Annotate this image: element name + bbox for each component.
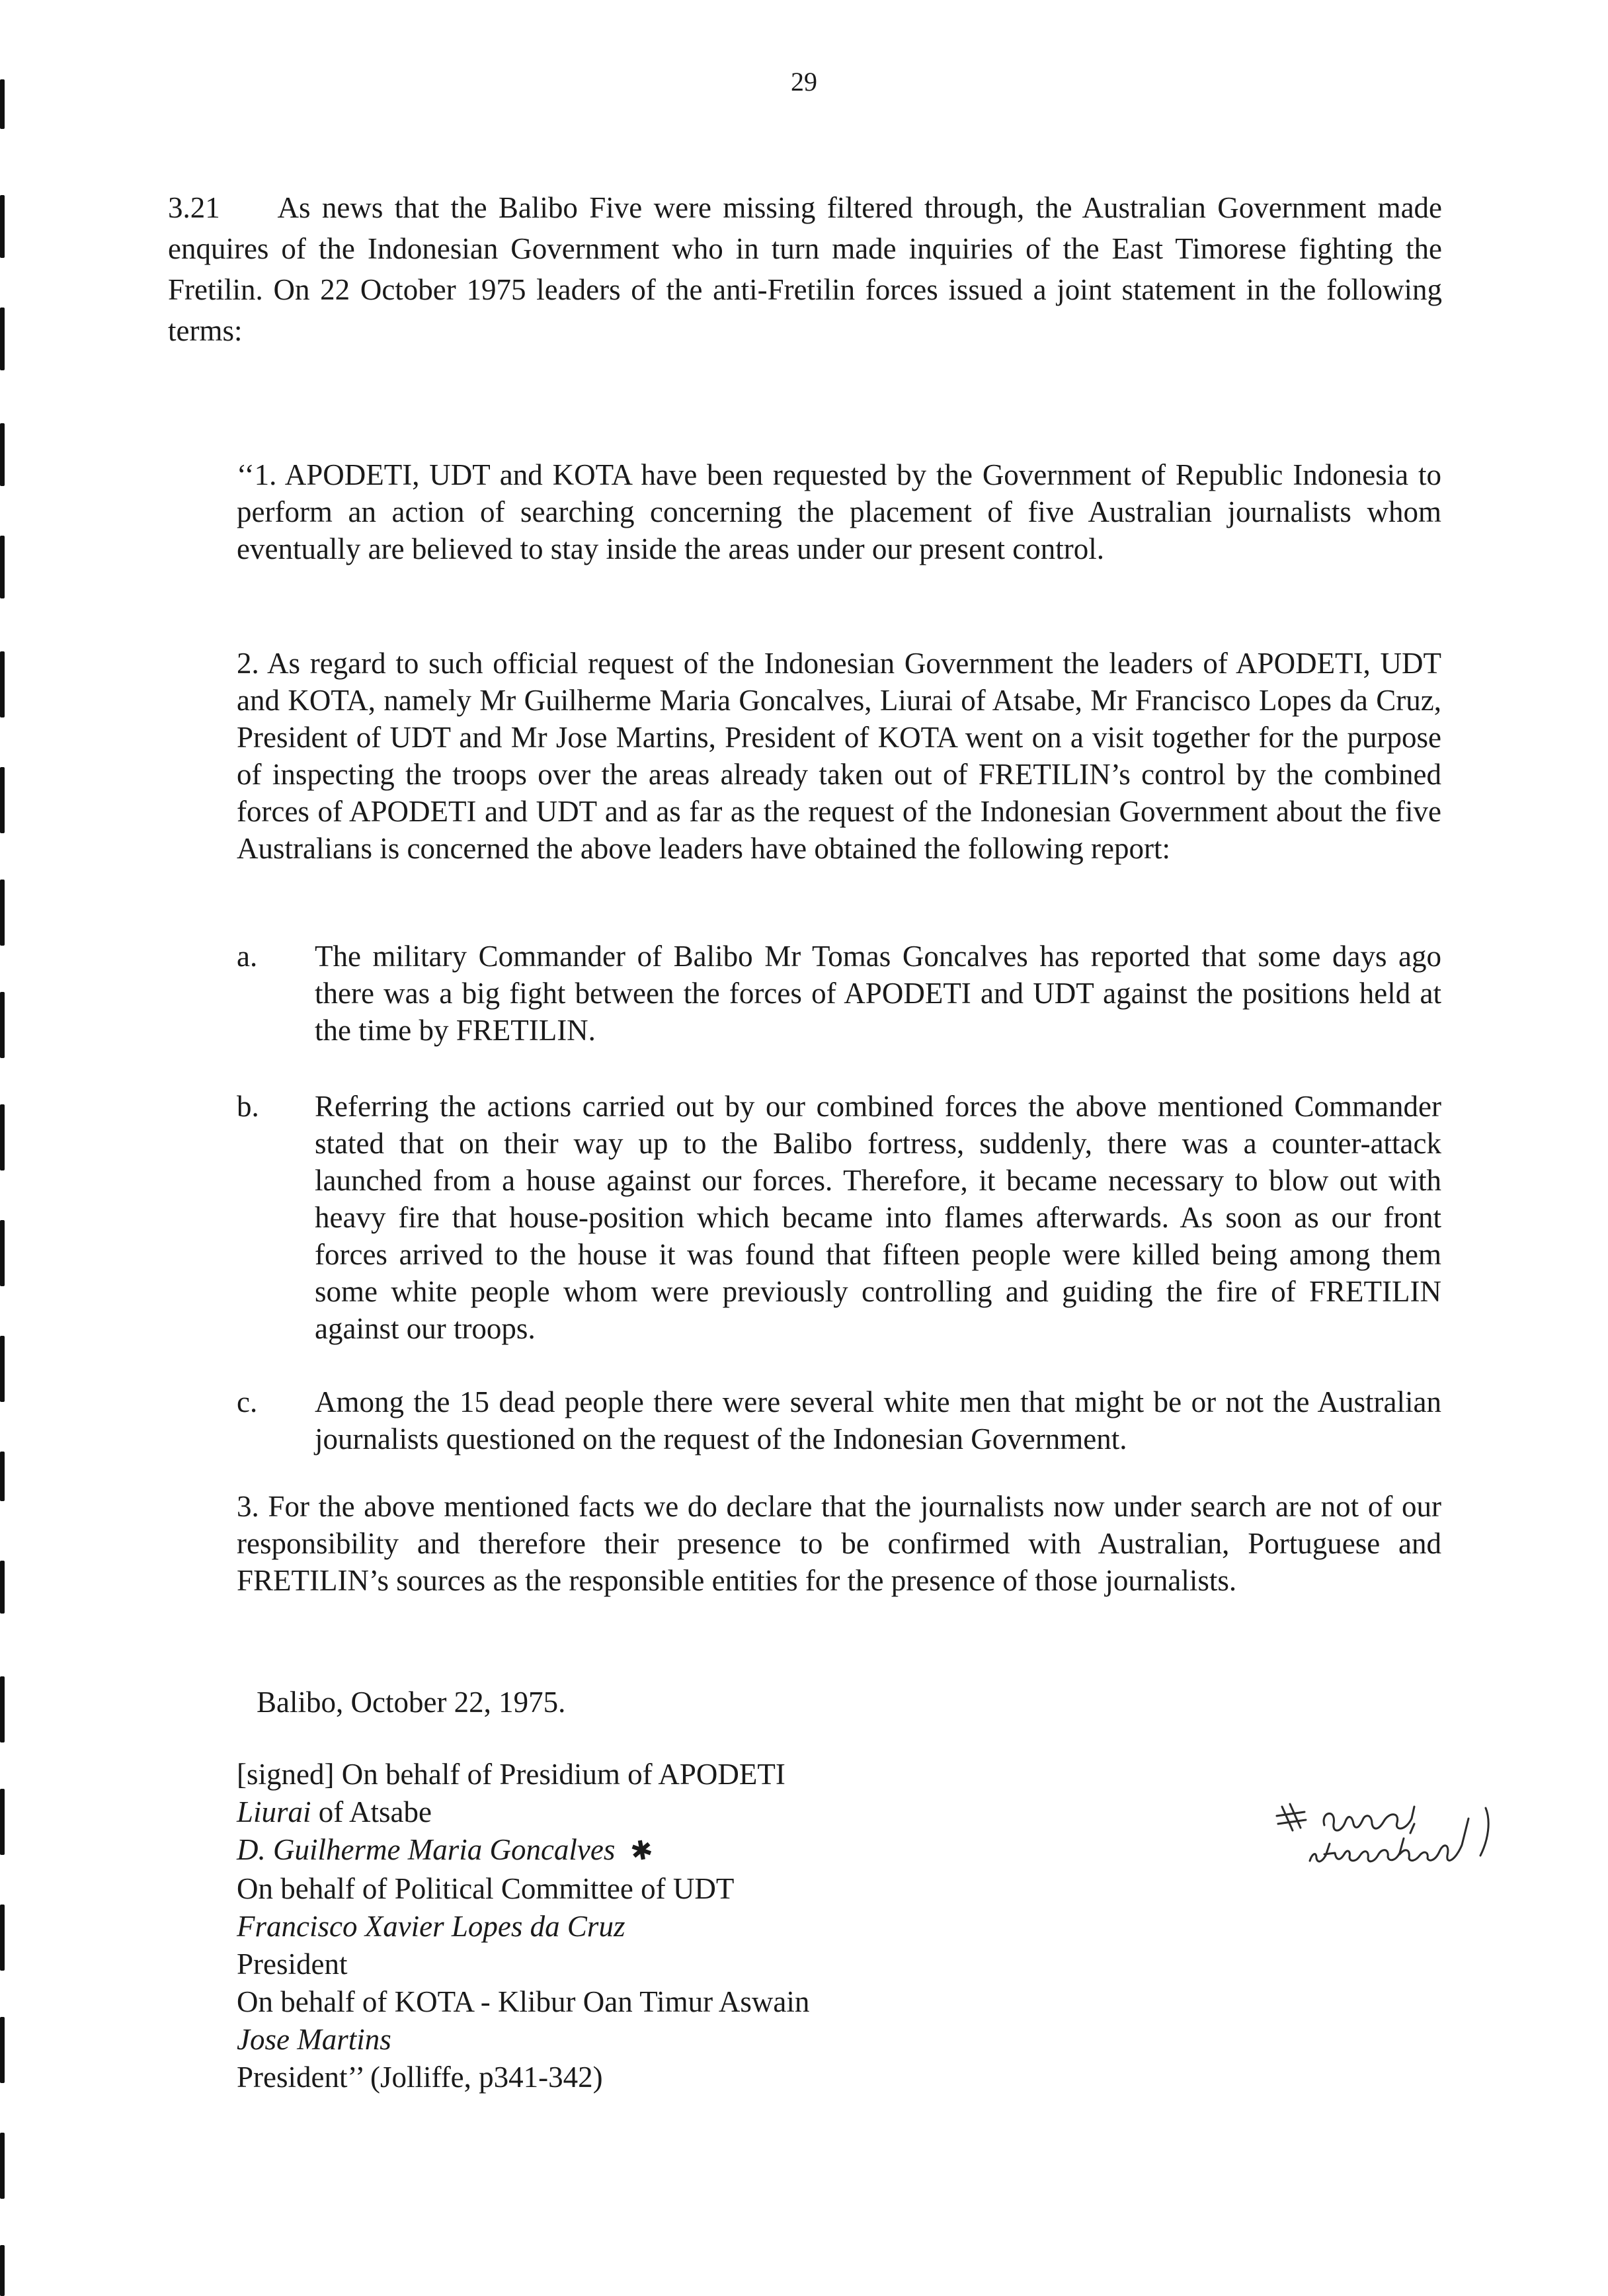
binder-mark [0,651,5,718]
binder-mark [0,2017,5,2083]
binder-mark [0,880,5,946]
binder-mark [0,1905,5,1971]
binder-mark [0,1452,5,1501]
signatory-name: D. Guilherme Maria Goncalves [237,1833,616,1866]
binder-mark [0,1336,5,1402]
quote-paragraph-2: 2. As regard to such official request of the Indonesian Government the leaders of APODETI, UDT and KOTA, namely Mr Guilherme Maria Goncalves, Liurai of Atsabe, Mr Francisco Lopes da Cruz, President of UDT and Mr Jose Martins, President of KOTA went on a visit together for the purpose of inspecting the troops over the areas already taken out of FRETILIN’s control by the combined forces of APODETI and UDT and as far as the request of the Indonesian Government about the five Australians is concerned the above leaders have obtained the following report: [237,647,1441,865]
binder-mark [0,1561,5,1614]
item-text: The military Commander of Balibo Mr Tomas Goncalves has reported that some days ago there was a big fight between the forces of APODETI and UDT against the positions held at the time by FRETILIN. [315,940,1441,1047]
item-text: Referring the actions carried out by our combined forces the above mentioned Commander stated that on their way up to the Balibo fortress, suddenly, there was a counter-attack launched from a house against our forces. Therefore, it became necessary to blow out with heavy fire that house-position which became into flames afterwards. As soon as our front forces arrived to the house it was found that fifteen people were killed being among them some white people whom were previously controlling and guiding the fire of FRETILIN against our troops. [315,1090,1441,1345]
page-number: 29 [791,67,817,97]
binder-mark [0,1104,5,1170]
binder-mark [0,1789,5,1855]
handwritten-mark-icon: ✱ [628,1834,656,1868]
title-liurai: Liurai [237,1795,311,1828]
intro-text: As news that the Balibo Five were missing filtered through, the Australian Government made enquires of the Indonesian Government who in turn made inquiries of the East Timorese fighting the Fretilin. On 22 October 1975 leaders of the anti-Fretilin forces issued a joint statement in the following terms: [168,191,1443,347]
quote-paragraph-1: ‘‘1. APODETI, UDT and KOTA have been requested by the Government of Republic Indonesia to perform an action of searching concerning the placement of five Australian journalists whom eventually are believed to stay inside the areas under our present control. [237,458,1441,565]
signature-line [237,1831,809,1870]
binder-mark [0,195,5,258]
intro-paragraph [168,187,1442,351]
binder-mark [0,2133,5,2199]
signatory-name: Francisco Xavier Lopes da Cruz [237,1910,625,1943]
quote-paragraph-3: 3. For the above mentioned facts we do declare that the journalists now under search are not of our responsibility and therefore their presence to be confirmed with Australian, Portuguese and FRETILIN’s sources as the responsible entities for the presence of those journalists. [237,1490,1441,1597]
signature-line: On behalf of KOTA - Klibur Oan Timur Aswain [237,1985,810,2018]
binder-mark [0,767,5,833]
binder-mark [0,423,5,486]
binder-mark [0,1220,5,1286]
binder-mark [0,992,5,1058]
item-label: b. [237,1090,259,1123]
item-text: Among the 15 dead people there were several white men that might be or not the Australian journalists questioned on the request of the Indonesian Government. [315,1385,1441,1456]
signatory-name: Jose Martins [237,2023,391,2056]
binder-mark [0,1676,5,1742]
place-atsabe: of Atsabe [311,1795,432,1828]
signature-line: On behalf of Political Committee of UDT [237,1872,735,1905]
item-label: c. [237,1385,258,1418]
signature-line: President’’ (Jolliffe, p341-342) [237,2061,603,2094]
signature-block [237,1756,809,2096]
item-label: a. [237,940,258,973]
binder-mark [0,308,5,370]
paragraph-number: 3.21 [168,191,220,224]
signature-line [237,1793,809,1831]
signature-line: President [237,1948,348,1981]
dateline: Balibo, October 22, 1975. [257,1686,566,1719]
binder-mark [0,2245,5,2296]
signature-line: [signed] On behalf of Presidium of APODETI [237,1758,785,1791]
handwritten-note [1273,1792,1511,1878]
binder-mark [0,536,5,598]
